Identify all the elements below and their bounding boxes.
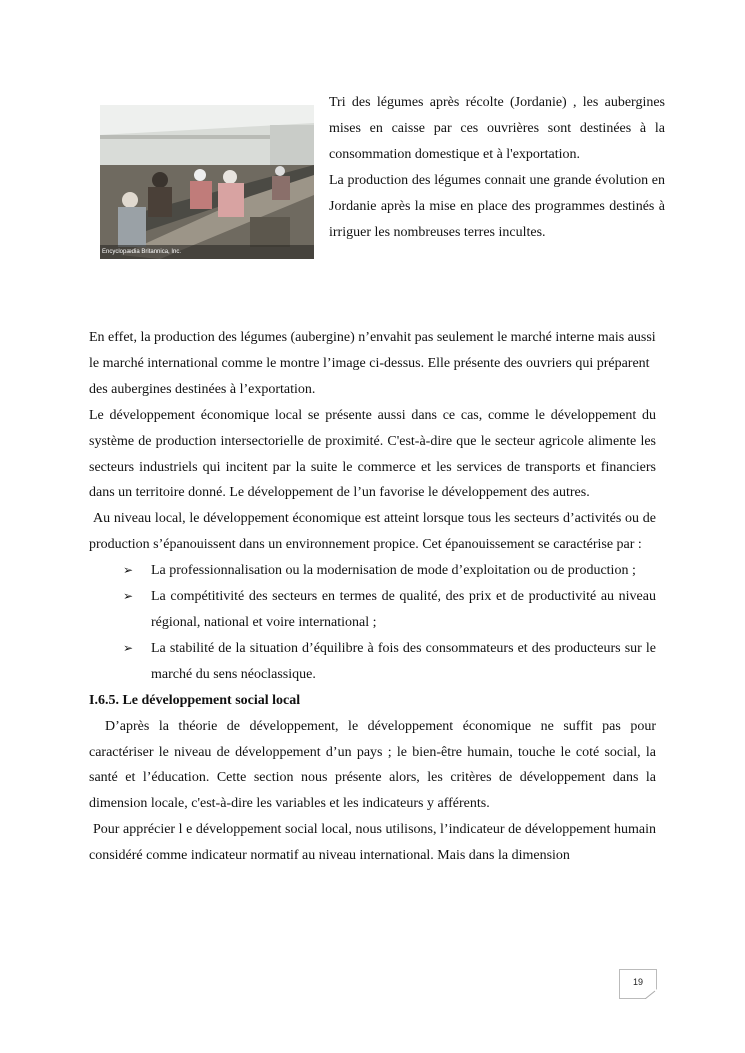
body-paragraph-2: Le développement économique local se présente aussi dans ce cas, comme le développement du système de production intersectorielle de proximité. C'est-à-dire que le secteur agricole alimente les secteurs industriels qui incitent par la suite le commerce et les services de transports et financiers dans un territoire donné. Le développement de l’un favorise le développement des autres. bbox=[89, 407, 656, 501]
characteristics-list bbox=[89, 558, 656, 688]
arrow-bullet-icon: ➢ bbox=[123, 640, 134, 655]
photo-credit: Encyclopædia Britannica, Inc. bbox=[102, 249, 182, 255]
arrow-bullet-icon: ➢ bbox=[123, 563, 134, 578]
body-paragraph-3: Au niveau local, le développement économique est atteint lorsque tous les secteurs d’activités ou de production s’épanouissent dans un environnement propice. Cet épanouissement se caractérise par : bbox=[89, 511, 656, 553]
page-number bbox=[619, 969, 657, 999]
list-item-text: La stabilité de la situation d’équilibre à fois des consommateurs et des producteurs sur le marché du sens néoclassique. bbox=[151, 640, 656, 682]
body-paragraph-1: En effet, la production des légumes (aubergine) n’envahit pas seulement le marché interne mais aussi le marché international comme le montre l’image ci-dessus. Elle présente des ouvriers qui préparent des aubergines destinées à l’exportation. bbox=[89, 330, 656, 397]
caption-paragraph-2: La production des légumes connait une grande évolution en Jordanie après la mise en place des programmes destinés à irriguer les nombreuses terres incultes. bbox=[329, 172, 665, 240]
workers-photo bbox=[100, 105, 314, 259]
list-item bbox=[123, 558, 656, 584]
body-paragraph-5: Pour apprécier l e développement social local, nous utilisons, l’indicateur de développement humain considéré comme indicateur normatif au niveau international. Mais dans la dimension bbox=[89, 822, 656, 864]
list-item bbox=[123, 636, 656, 688]
caption-paragraph-1: Tri des légumes après récolte (Jordanie) , les aubergines mises en caisse par ces ouvrières sont destinées à la consommation domestique et à l'exportation. bbox=[329, 95, 665, 162]
photo-caption bbox=[329, 90, 665, 245]
arrow-bullet-icon: ➢ bbox=[123, 589, 134, 604]
sorting-hall-illustration bbox=[100, 105, 314, 259]
page-curl-icon bbox=[645, 989, 657, 999]
list-item bbox=[123, 584, 656, 636]
list-item-text: La compétitivité des secteurs en termes de qualité, des prix et de productivité au niveau régional, national et voire international ; bbox=[151, 589, 656, 630]
section-heading: I.6.5. Le développement social local bbox=[89, 692, 301, 708]
page-number-text: 19 bbox=[632, 977, 643, 987]
list-item-text: La professionnalisation ou la modernisation de mode d’exploitation ou de production ; bbox=[151, 563, 636, 579]
body-paragraph-4: D’après la théorie de développement, le développement économique ne suffit pas pour caractériser le niveau de développement d’un pays ; le bien-être humain, touche le coté social, la santé et l’éducation. Cette section nous présente alors, les critères de développement dans la dimension locale, c'est-à-dire les variables et les indicateurs y afférents. bbox=[89, 718, 656, 812]
main-body bbox=[89, 325, 656, 869]
